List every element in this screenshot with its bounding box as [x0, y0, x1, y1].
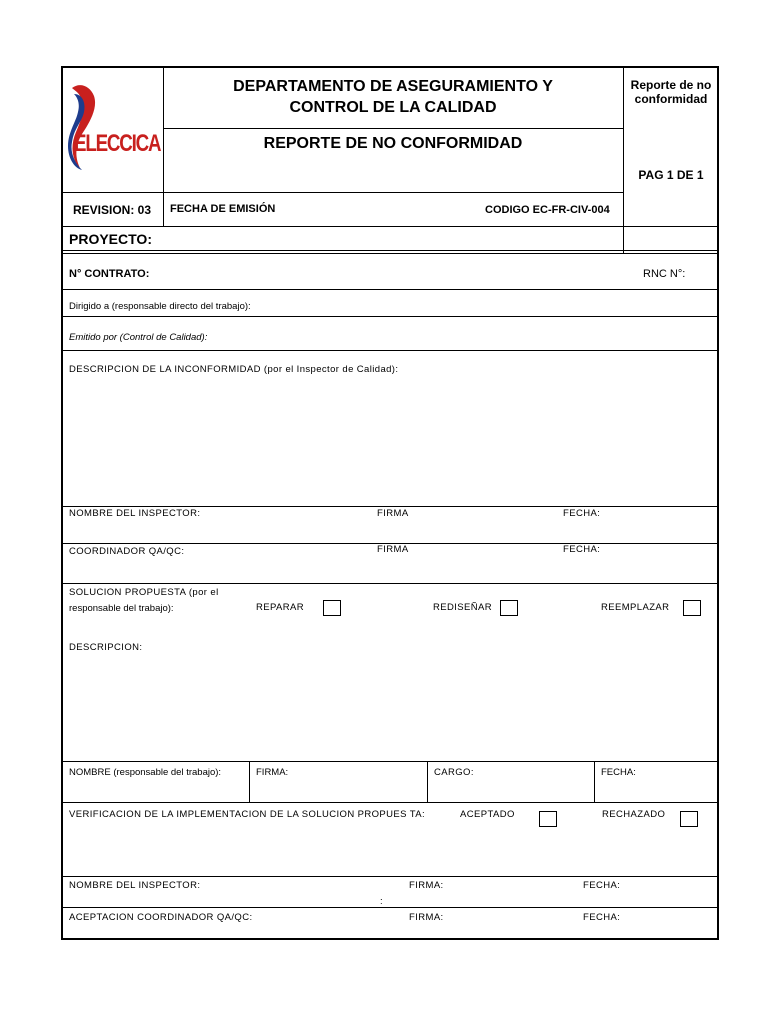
qa-coordinator-label: COORDINADOR QA/QC: [69, 546, 185, 557]
issued-by-label: Emitido por (Control de Calidad): [69, 332, 208, 343]
page-number: PAG 1 DE 1 [638, 168, 704, 182]
logo-swoosh-icon [64, 72, 161, 180]
responsible-date-label: FECHA: [601, 767, 636, 778]
nonconformity-description-label: DESCRIPCION DE LA INCONFORMIDAD (por el Inspector de Calidad): [69, 364, 399, 375]
coordinator-acceptance-label: ACEPTACION COORDINADOR QA/QC: [69, 912, 253, 923]
accepted-checkbox[interactable] [539, 811, 557, 827]
responsible-name-label: NOMBRE (responsable del trabajo): [69, 767, 222, 778]
project-label: PROYECTO: [69, 231, 152, 247]
verification-label: VERIFICACION DE LA IMPLEMENTACION DE LA SOLUCION PROPUES TA: [69, 809, 426, 820]
rejected-checkbox[interactable] [680, 811, 698, 827]
coordinator-date-label: FECHA: [563, 544, 601, 555]
repair-option-label: REPARAR [256, 602, 305, 613]
issue-date-label: FECHA DE EMISIÓN [170, 203, 276, 215]
repair-checkbox[interactable] [323, 600, 341, 616]
responsible-signature-label: FIRMA: [256, 767, 289, 778]
final-inspector-name-label: NOMBRE DEL INSPECTOR: [69, 880, 201, 891]
report-side-label-line2: conformidad [634, 92, 708, 106]
proposed-solution-label-line2: responsable del trabajo): [69, 603, 174, 614]
addressed-to-label: Dirigido a (responsable directo del trabajo): [69, 301, 251, 312]
rejected-option-label: RECHAZADO [602, 809, 666, 820]
report-side-label-line1: Reporte de no [630, 78, 712, 92]
final-inspector-date-label: FECHA: [583, 880, 621, 891]
responsible-position-label: CARGO: [434, 767, 474, 778]
department-title-line1: DEPARTAMENTO DE ASEGURAMIENTO Y [233, 78, 553, 95]
solution-description-label: DESCRIPCION: [69, 642, 143, 653]
inspector-name-label: NOMBRE DEL INSPECTOR: [69, 508, 201, 519]
inspector-signature-label: FIRMA [377, 508, 409, 519]
logo-text: ELECCICA [74, 130, 161, 157]
department-title-line2: CONTROL DE LA CALIDAD [289, 99, 497, 116]
redesign-checkbox[interactable] [500, 600, 518, 616]
report-title: REPORTE DE NO CONFORMIDAD [263, 135, 523, 152]
coordinator-signature-label: FIRMA [377, 544, 409, 555]
accepted-option-label: ACEPTADO [460, 809, 515, 820]
rnc-number-label: RNC N°: [643, 268, 686, 280]
proposed-solution-label: SOLUCION PROPUESTA (por el [69, 587, 219, 598]
inspector-date-label: FECHA: [563, 508, 601, 519]
redesign-option-label: REDISEÑAR [433, 602, 493, 613]
contract-number-label: N° CONTRATO: [69, 268, 150, 280]
revision-label: REVISION: 03 [73, 203, 152, 217]
final-inspector-signature-label: FIRMA: [409, 880, 444, 891]
replace-checkbox[interactable] [683, 600, 701, 616]
form-code-label: CODIGO EC-FR-CIV-004 [485, 204, 610, 216]
stray-colon-mark: : [380, 896, 383, 907]
acceptance-date-label: FECHA: [583, 912, 621, 923]
replace-option-label: REEMPLAZAR [601, 602, 670, 613]
company-logo [64, 72, 161, 180]
acceptance-signature-label: FIRMA: [409, 912, 444, 923]
